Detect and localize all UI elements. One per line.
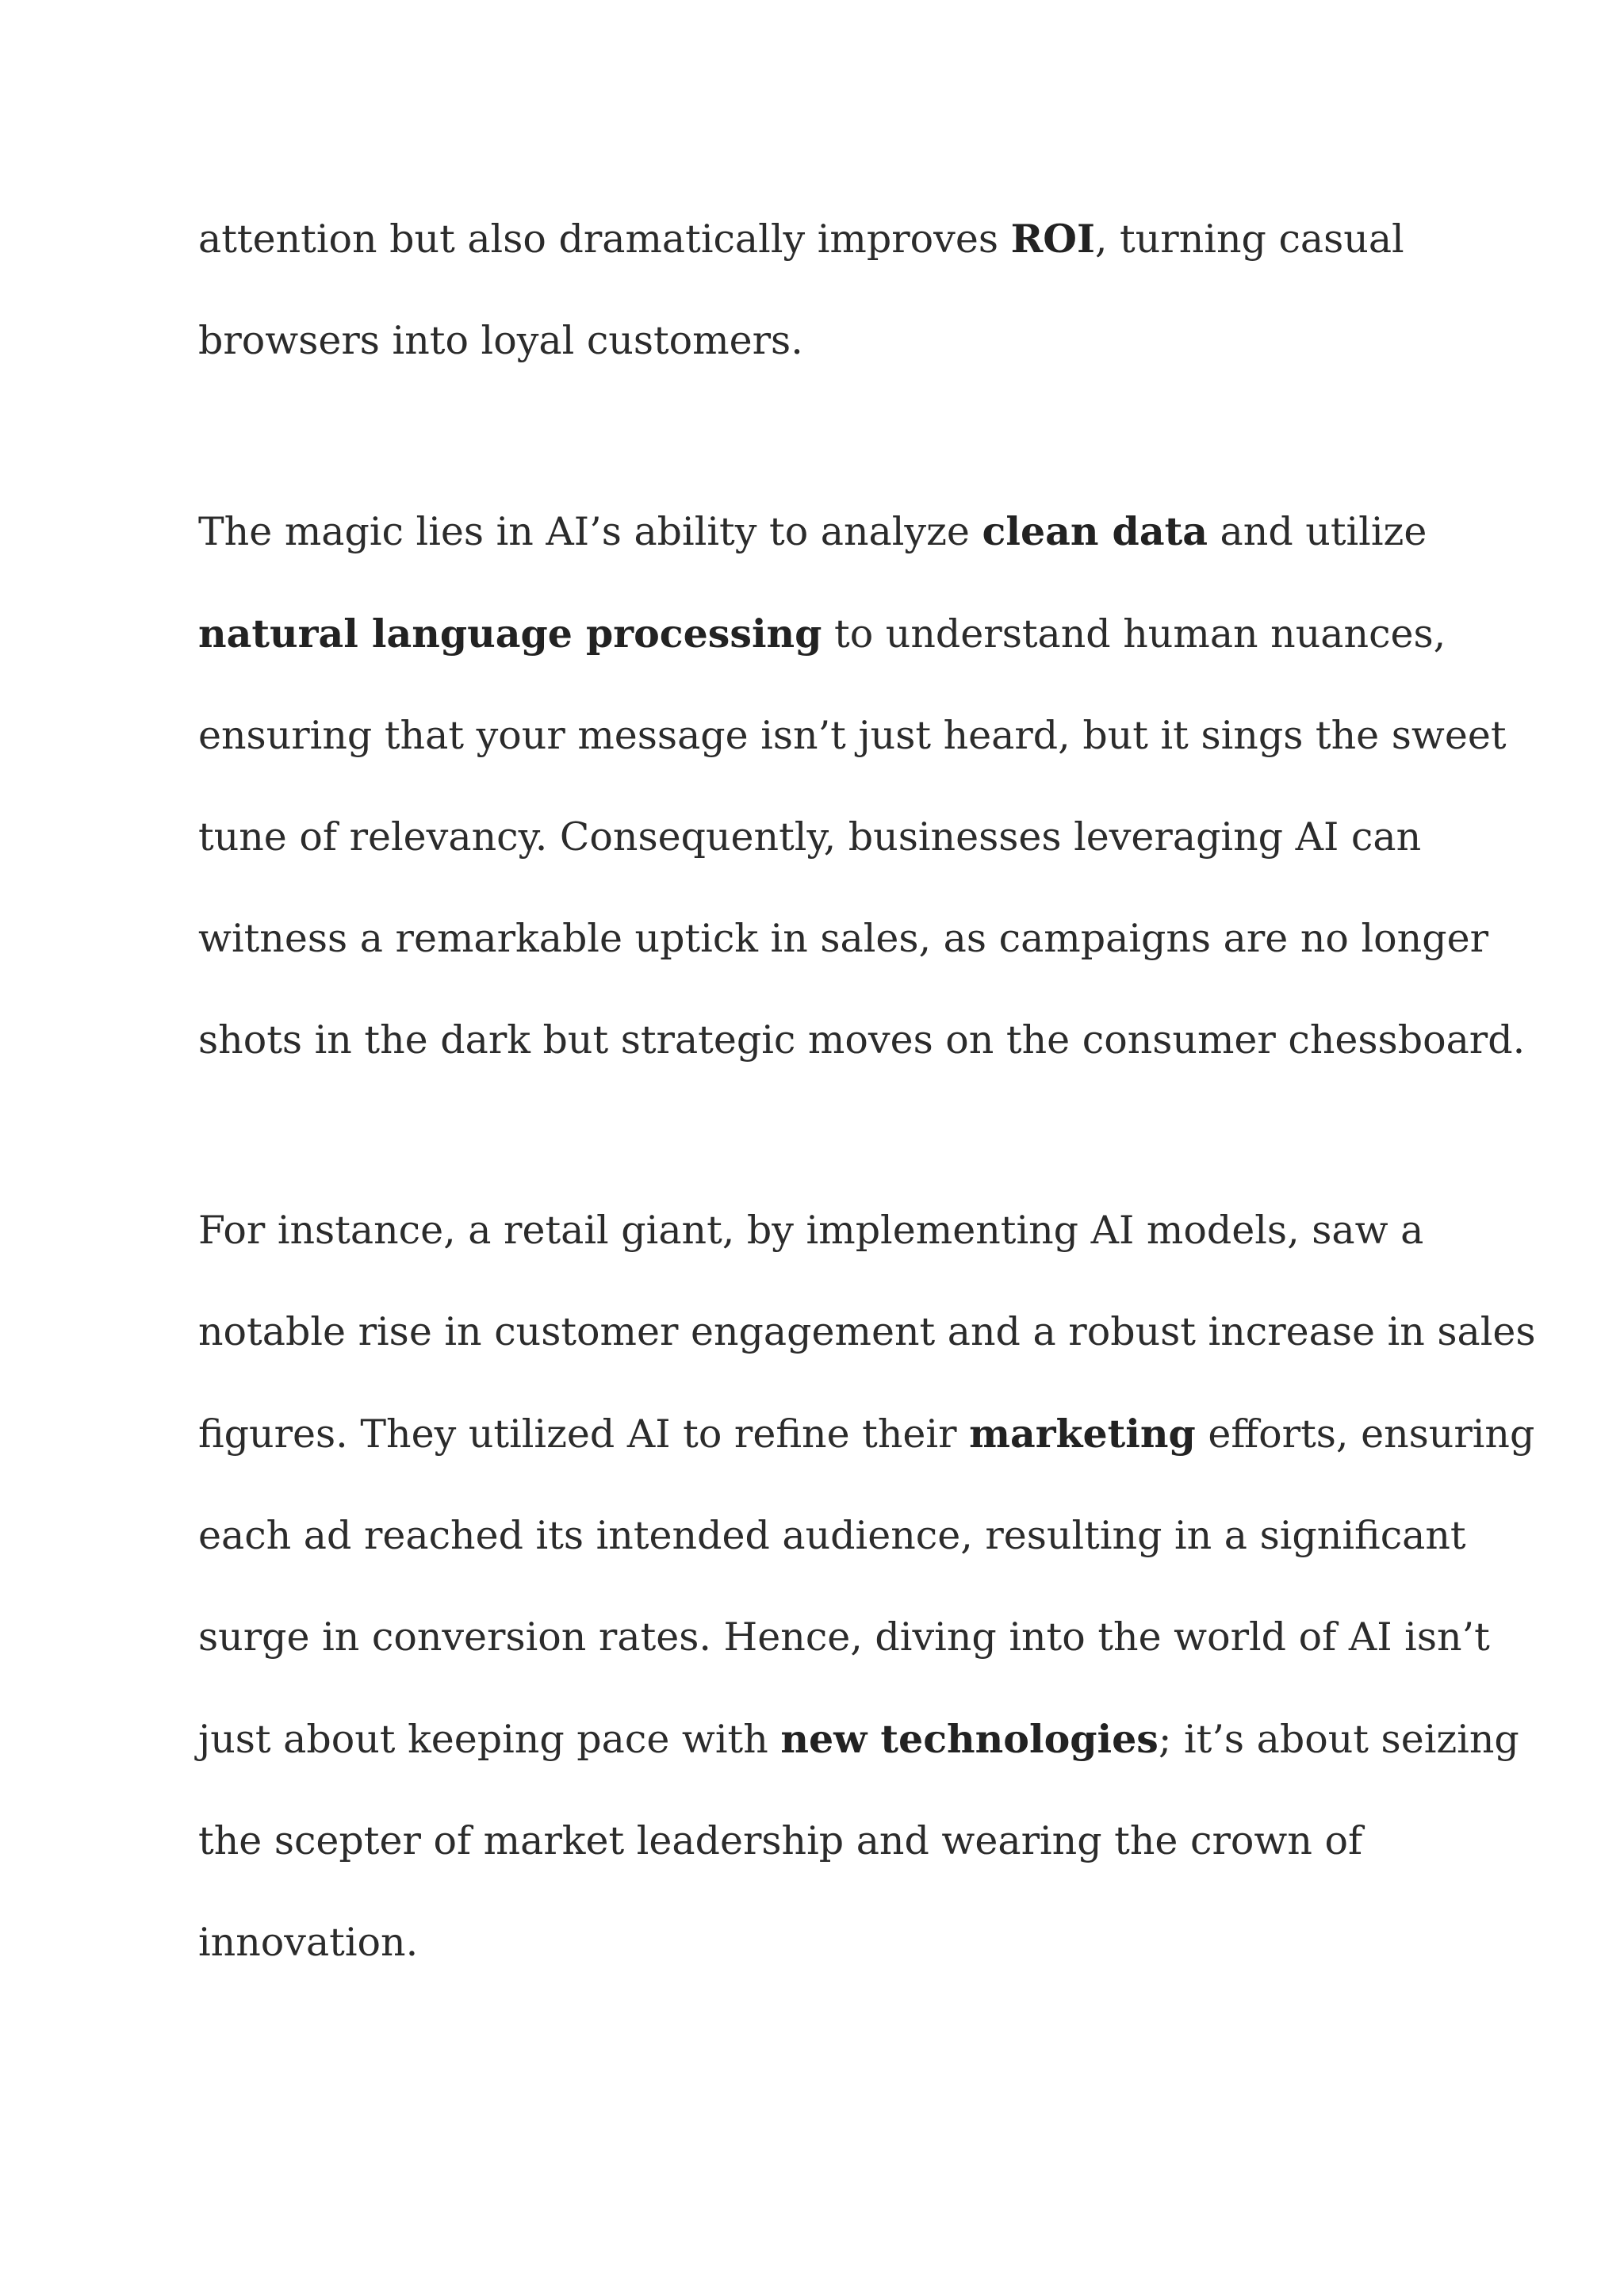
text-run: figures. They utilized AI to refine their xyxy=(198,1411,970,1457)
text-run: surge in conversion rates. Hence, diving into the world of AI isn’t xyxy=(198,1614,1490,1660)
text-run: shots in the dark but strategic moves on the consumer chessboard. xyxy=(198,1017,1526,1063)
text-run: the scepter of market leadership and wearing the crown of xyxy=(198,1818,1363,1863)
text-run: attention but also dramatically improves xyxy=(198,216,1011,262)
text-line xyxy=(198,685,1507,787)
text-run: just about keeping pace with xyxy=(198,1717,781,1762)
text-line xyxy=(198,1180,1451,1281)
text-run: notable rise in customer engagement and a robust increase in sales xyxy=(198,1309,1536,1354)
text-run: For instance, a retail giant, by implementing AI models, saw a xyxy=(198,1208,1424,1253)
text-line xyxy=(198,481,1451,583)
paragraph-roi xyxy=(198,188,1451,392)
paragraph-instance xyxy=(198,1180,1536,1993)
text-line xyxy=(198,1892,1451,1993)
text-line xyxy=(198,1587,1490,1688)
text-run: The magic lies in AI’s ability to analyze xyxy=(198,509,982,554)
text-line xyxy=(198,1485,1466,1587)
text-line xyxy=(198,1790,1451,1892)
bold-term-marketing: marketing xyxy=(969,1411,1196,1457)
text-run: witness a remarkable uptick in sales, as campaigns are no longer xyxy=(198,916,1489,961)
text-run: , turning casual xyxy=(1094,216,1404,262)
text-run: tune of relevancy. Consequently, businesses leveraging AI can xyxy=(198,814,1422,860)
bold-term-clean-data: clean data xyxy=(982,508,1208,554)
text-line xyxy=(198,888,1489,990)
text-run: each ad reached its intended audience, resulting in a significant xyxy=(198,1513,1466,1558)
text-line xyxy=(198,1383,1535,1485)
text-run: efforts, ensuring xyxy=(1195,1411,1535,1457)
text-line xyxy=(198,290,1451,392)
bold-term-nlp: natural language processing xyxy=(198,611,822,657)
text-run: and utilize xyxy=(1207,509,1427,554)
text-run: innovation. xyxy=(198,1920,419,1965)
article-body xyxy=(198,188,1536,1993)
text-line xyxy=(198,1281,1536,1383)
text-run: ; it’s about seizing xyxy=(1158,1717,1519,1762)
text-line xyxy=(198,188,1451,290)
text-run: browsers into loyal customers. xyxy=(198,318,803,363)
paragraph-magic xyxy=(198,481,1526,1091)
text-line xyxy=(198,990,1526,1091)
text-line xyxy=(198,1688,1519,1790)
text-line xyxy=(198,787,1451,888)
bold-term-new-technologies: new technologies xyxy=(780,1716,1159,1762)
text-run: to understand human nuances, xyxy=(822,611,1446,657)
bold-term-roi: ROI xyxy=(1010,216,1095,262)
text-line xyxy=(198,583,1451,685)
text-run: ensuring that your message isn’t just heard, but it sings the sweet xyxy=(198,713,1507,758)
